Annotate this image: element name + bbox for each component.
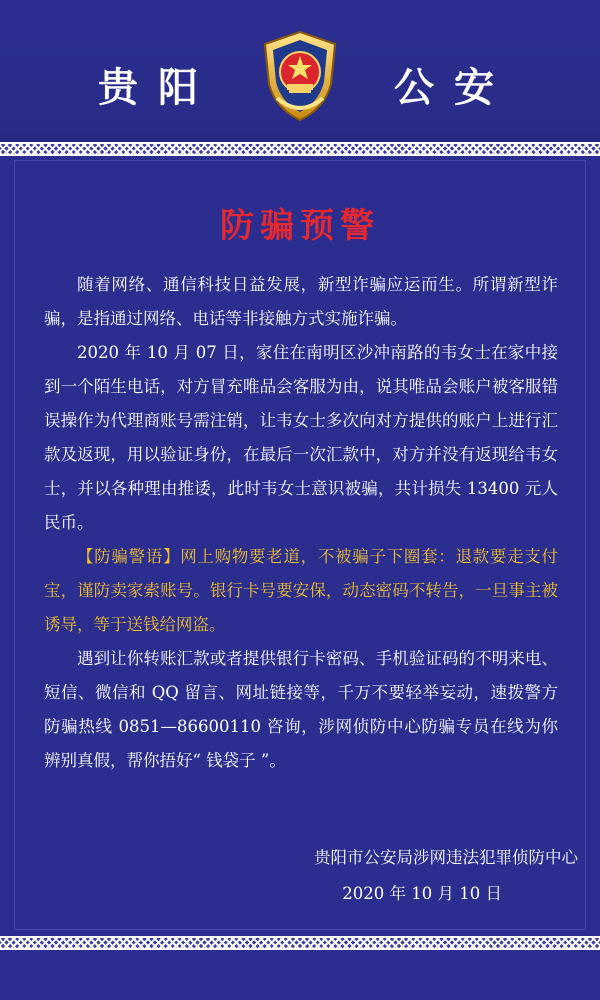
signature-org: 贵阳市公安局涉网违法犯罪侦防中心 (314, 848, 578, 867)
signature-date: 2020 年 10 月 10 日 (342, 884, 502, 903)
decorative-border-top (0, 142, 600, 156)
header-banner (0, 0, 600, 142)
footer-band (0, 950, 600, 1000)
decorative-border-bottom (0, 936, 600, 950)
signature-block (314, 840, 578, 912)
notice-body (44, 268, 558, 778)
header-title-left: 贵阳 (98, 65, 218, 111)
paragraph-advice: 遇到让你转账汇款或者提供银行卡密码、手机验证码的不明来电、短信、微信和 QQ 留言、网址链接等，千万不要轻举妄动，速拨警方防骗热线 0851—86600110 咨询，涉网侦防中心防骗专员在线为你辨别真假，帮你捂好“ 钱袋子 ”。 (44, 649, 558, 770)
paragraph-warning: 【防骗警语】网上购物要老道，不被骗子下圈套：退款要走支付宝，谨防卖家索账号。银行卡号要安保，动态密码不转告，一旦事主被诱导，等于送钱给网盗。 (44, 547, 558, 634)
police-emblem-icon (255, 28, 345, 124)
notice-title: 防骗预警 (220, 206, 380, 246)
paragraph-case: 2020 年 10 月 07 日，家住在南明区沙冲南路的韦女士在家中接到一个陌生电话，对方冒充唯品会客服为由，说其唯品会账户被客服错误操作为代理商账号需注销，让韦女士多次向对方提供的账户上进行汇款及返现，用以验证身份，在最后一次汇款中，对方并没有返现给韦女士，并以各种理由推诿，此时韦女士意识被骗，共计损失 13400 元人民币。 (44, 343, 558, 532)
paragraph-intro: 随着网络、通信科技日益发展，新型诈骗应运而生。所谓新型诈骗，是指通过网络、电话等非接触方式实施诈骗。 (44, 275, 558, 328)
header-title-right: 公安 (394, 65, 514, 111)
